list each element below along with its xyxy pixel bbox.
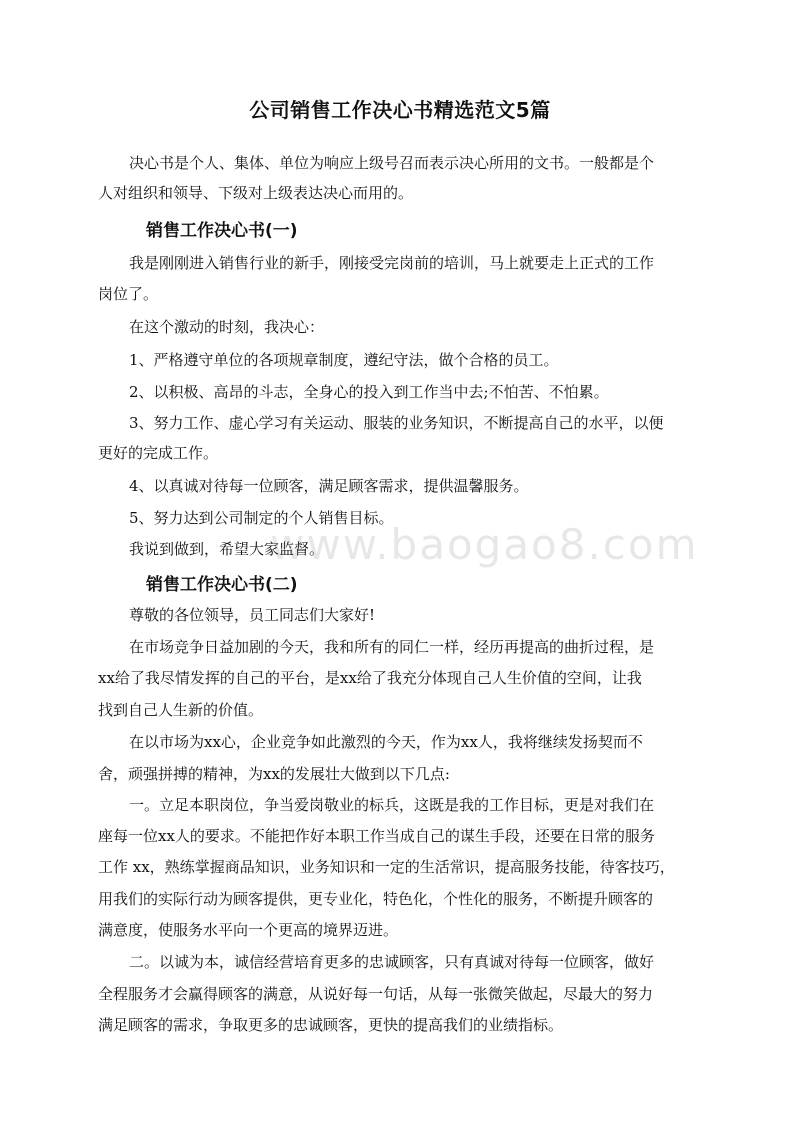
paragraph-line: 找到自己人生新的价值。 (98, 701, 264, 719)
paragraph-line: 全程服务才会赢得顾客的满意，从说好每一句话，从每一张微笑做起，尽最大的努力 (98, 985, 654, 1003)
list-item: 5、努力达到公司制定的个人销售目标。 (129, 509, 394, 527)
intro-line: 人对组织和领导、下级对上级表达决心而用的。 (98, 184, 414, 202)
paragraph-line: 用我们的实际行动为顾客提供，更专业化，特色化，个性化的服务，不断提升顾客的 (98, 890, 654, 908)
paragraph-line: 我是刚刚进入销售行业的新手，刚接受完岗前的培训，马上就要走上正式的工作 (129, 254, 655, 272)
page-title: 公司销售工作决心书精选范文5篇 (249, 98, 551, 122)
paragraph-line: xx给了我尽情发挥的自己的平台，是xx给了我充分体现自己人生价值的空间，让我 (98, 669, 642, 687)
section-heading-1: 销售工作决心书(一) (146, 221, 298, 241)
paragraph-line: 岗位了。 (98, 285, 159, 303)
paragraph-line: 二。以诚为本，诚信经营培育更多的忠诚顾客，只有真诚对待每一位顾客，做好 (129, 953, 655, 971)
paragraph-line: 舍，顽强拼搏的精神，为xx的发展壮大做到以下几点: (98, 765, 450, 783)
paragraph-line: 在这个激动的时刻，我决心： (129, 318, 325, 336)
paragraph-line: 我说到做到，希望大家监督。 (129, 540, 325, 558)
list-item: 1、严格遵守单位的各项规章制度，遵纪守法，做个合格的员工。 (129, 351, 559, 369)
list-item: 2、以积极、高昂的斗志，全身心的投入到工作当中去;不怕苦、不怕累。 (129, 383, 609, 401)
list-item: 3、努力工作、虚心学习有关运动、服装的业务知识，不断提高自己的水平，以便 (129, 414, 664, 432)
paragraph-line: 在以市场为xx心，企业竞争如此激烈的今天，作为xx人，我将继续发扬契而不 (129, 733, 643, 751)
watermark: www.baogao8.com (270, 520, 699, 569)
list-item-continuation: 更好的完成工作。 (98, 444, 219, 462)
intro-line: 决心书是个人、集体、单位为响应上级号召而表示决心所用的文书。一般都是个 (129, 154, 655, 172)
paragraph-line: 满足顾客的需求，争取更多的忠诚顾客，更快的提高我们的业绩指标。 (98, 1016, 564, 1034)
paragraph-line: 一。立足本职岗位，争当爱岗敬业的标兵，这既是我的工作目标，更是对我们在 (129, 796, 655, 814)
paragraph-line: 尊敬的各位领导，员工同志们大家好! (129, 606, 376, 624)
paragraph-line: 座每一位xx人的要求。不能把作好本职工作当成自己的谋生手段，还要在日常的服务 (98, 827, 655, 845)
paragraph-line: 在市场竞争日益加剧的今天，我和所有的同仁一样，经历再提高的曲折过程，是 (129, 638, 655, 656)
paragraph-line: 工作 xx，熟练掌握商品知识，业务知识和一定的生活常识，提高服务技能，待客技巧， (98, 858, 675, 876)
paragraph-line: 满意度，使服务水平向一个更高的境界迈进。 (98, 921, 399, 939)
section-heading-2: 销售工作决心书(二) (146, 575, 298, 595)
list-item: 4、以真诚对待每一位顾客，满足顾客需求，提供温馨服务。 (129, 477, 529, 495)
